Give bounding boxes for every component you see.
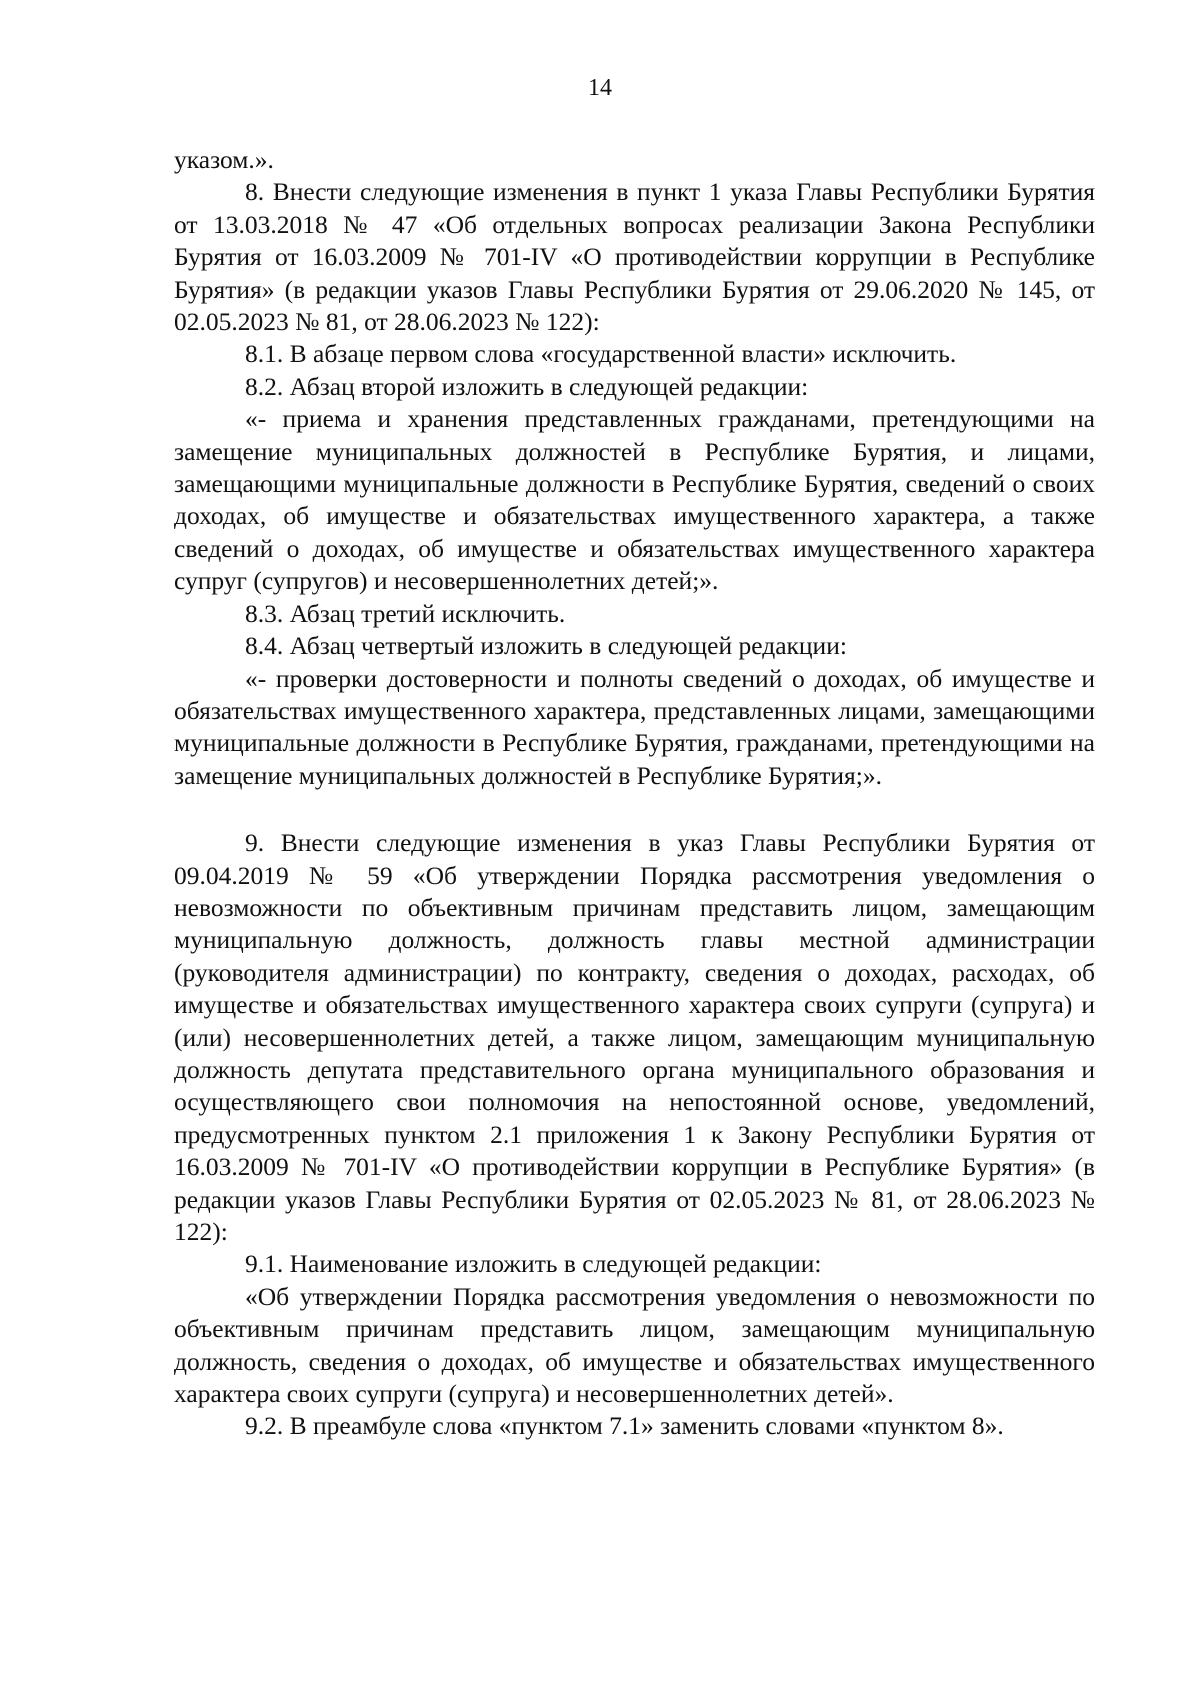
paragraph-item-9-2: 9.2. В преамбуле слова «пунктом 7.1» заменить словами «пунктом 8». (245, 1411, 1004, 1441)
paragraph-item-8: 8. Внести следующие изменения в пункт 1 указа Главы Республики Бурятия от 13.03.2018 № 47 «Об отдельных вопросах реализации Закона Республики Бурятия от 16.03.2009 № 701-IV «О противодействии коррупции в Республике Бурятия» (в редакции указов Главы Республики Бурятия от 29.06.2020 № 145, от 02.05.2023 № 81, от 28.06.2023 № 122): (174, 177, 1095, 337)
paragraph-item-8-3: 8.3. Абзац третий исключить. (245, 598, 566, 628)
document-body (174, 144, 1095, 1443)
paragraph-item-8-2: 8.2. Абзац второй изложить в следующей редакции: (245, 371, 809, 401)
paragraph-quote-8-2: «- приема и хранения представленных гражданами, претендующими на замещение муниципальных должностей в Республике Бурятия, и лицами, замещающими муниципальные должности в Республике Бурятия, сведений о своих доходах, об имуществе и обязательствах имущественного характера, а также сведений о доходах, об имуществе и обязательствах имущественного характера супруг (супругов) и несовершеннолетних детей;». (174, 404, 1095, 596)
paragraph-item-8-1: 8.1. В абзаце первом слова «государственной власти» исключить. (245, 339, 957, 369)
paragraph-quote-9-1: «Об утверждении Порядка рассмотрения уведомления о невозможности по объективным причинам представить лицом, замещающим муниципальную должность, сведения о доходах, об имуществе и обязательствах имущественного характера своих супруги (супруга) и несовершеннолетних детей». (174, 1281, 1095, 1409)
paragraph-item-9: 9. Внести следующие изменения в указ Главы Республики Бурятия от 09.04.2019 № 59 «Об утверждении Порядка рассмотрения уведомления о невозможности по объективным причинам представить лицом, замещающим муниципальную должность, должность главы местной администрации (руководителя администрации) по контракту, сведения о доходах, расходах, об имуществе и обязательствах имущественного характера своих супруги (супруга) и (или) несовершеннолетних детей, а также лицом, замещающим муниципальную должность депутата представительного органа муниципального образования и осуществляющего свои полномочия на непостоянной основе, уведомлений, предусмотренных пунктом 2.1 приложения 1 к Закону Республики Бурятия от 16.03.2009 № 701-IV «О противодействии коррупции в Республике Бурятия» (в редакции указов Главы Республики Бурятия от 02.05.2023 № 81, от 28.06.2023 № 122): (174, 828, 1095, 1246)
paragraph-continuation: указом.». (174, 145, 274, 174)
paragraph-item-9-1: 9.1. Наименование изложить в следующей редакции: (245, 1249, 822, 1279)
page-number: 14 (588, 75, 612, 101)
paragraph-item-8-4: 8.4. Абзац четвертый изложить в следующей редакции: (245, 631, 847, 661)
paragraph-quote-8-4: «- проверки достоверности и полноты сведений о доходах, об имуществе и обязательствах имущественного характера, представленных лицами, замещающими муниципальные должности в Республике Бурятия, гражданами, претендующими на замещение муниципальных должностей в Республике Бурятия;». (174, 663, 1095, 790)
